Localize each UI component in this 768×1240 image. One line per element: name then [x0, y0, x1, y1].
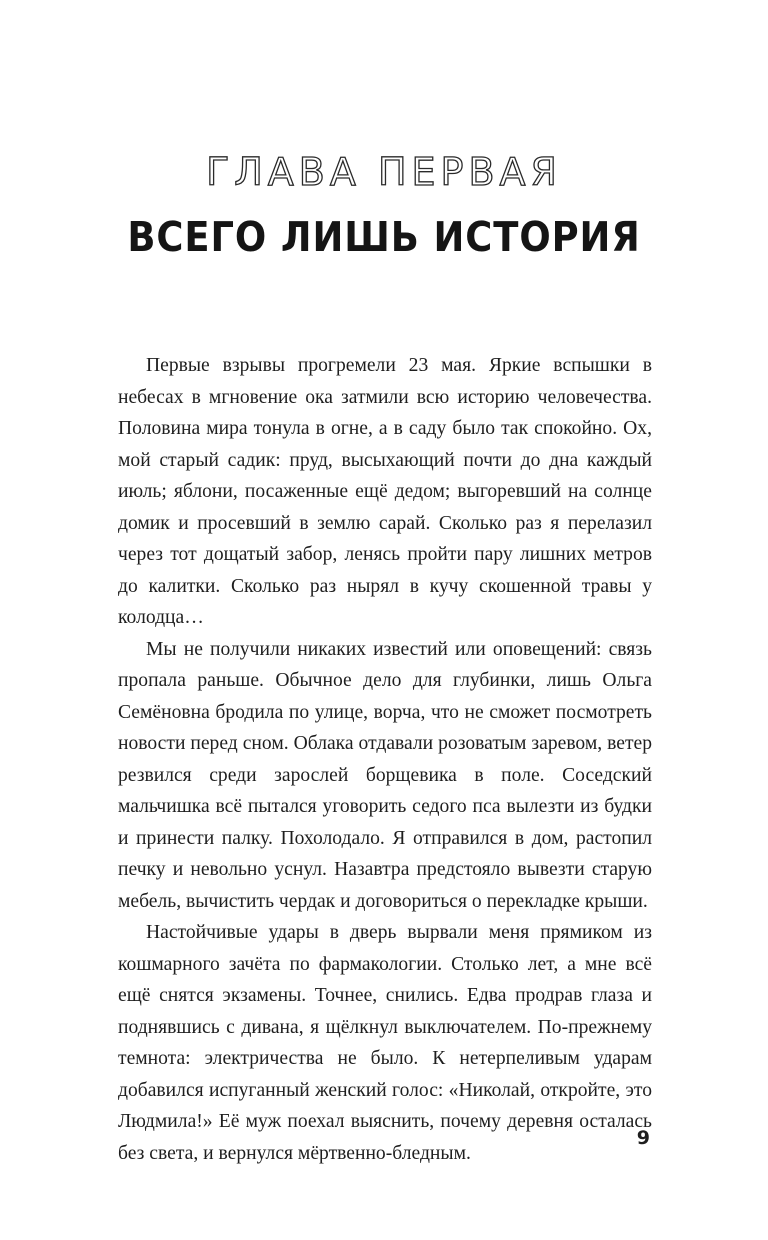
body-text: [118, 350, 652, 1169]
paragraph-2: [118, 634, 652, 918]
chapter-title: ВСЕГО ЛИШЬ ИСТОРИЯ: [127, 213, 641, 261]
paragraph-2-text: Мы не получили никаких известий или оповещений: связь пропала раньше. Обычное дело для глубинки, лишь Ольга Семёновна бродила по улице, ворча, что не сможет посмотреть новости перед сном. Облака отдавали розоватым заревом, ветер резвился среди зарослей борщевика в поле. Соседский мальчишка всё пытался уговорить седого пса вылезти из будки и принести палку. Похолодало. Я отправился в дом, растопил печку и невольно уснул. Назавтра предстояло вывезти старую мебель, вычистить чердак и договориться о перекладке крыши.: [118, 638, 652, 912]
paragraph-1: [118, 350, 652, 634]
chapter-label: ГЛАВА ПЕРВАЯ: [206, 150, 562, 194]
page-number: 9: [636, 1127, 650, 1149]
paragraph-3: [118, 917, 652, 1169]
paragraph-1-text: Первые взрывы прогремели 23 мая. Яркие вспышки в небесах в мгновение ока затмили всю историю человечества. Половина мира тонула в огне, а в саду было так спокойно. Ох, мой старый садик: пруд, высыхающий почти до дна каждый июль; яблони, посаженные ещё дедом; выгоревший на солнце домик и просевший в землю сарай. Сколько раз я перелазил через тот дощатый забор, ленясь пройти пару лишних метров до калитки. Сколько раз нырял в кучу скошенной травы у колодца…: [118, 355, 652, 628]
paragraph-3-text: Настойчивые удары в дверь вырвали меня прямиком из кошмарного зачёта по фармакологии. Столько лет, а мне всё ещё снятся экзамены. Точнее, снились. Едва продрав глаза и поднявшись с дивана, я щёлкнул выключателем. По-прежнему темнота: электричества не было. К нетерпеливым ударам добавился испуганный женский голос: «Николай, откройте, это Людмила!» Её муж поехал выяснить, почему деревня осталась без света, и вернулся мёртвенно-бледным.: [118, 922, 652, 1164]
